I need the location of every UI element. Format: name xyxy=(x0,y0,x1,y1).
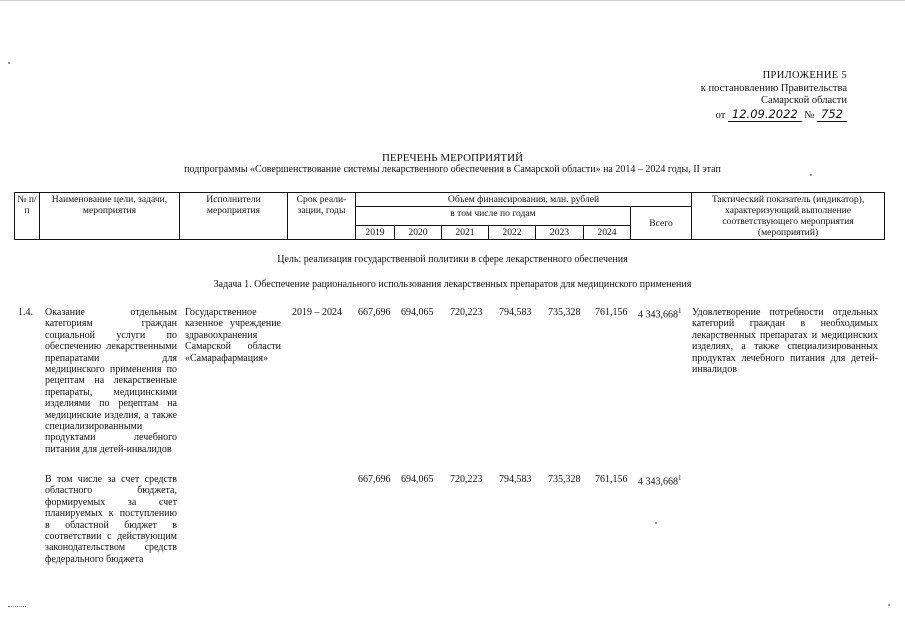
row-2-value-2019: 667,696 xyxy=(358,474,391,485)
scan-speck xyxy=(655,522,657,524)
appendix-title: ПРИЛОЖЕНИЕ 5 xyxy=(762,70,847,81)
row-1-total-value: 4 343,668 xyxy=(638,309,678,321)
document-subtitle: подпрограммы «Совершенствование системы лекарственного обеспечения в Самарской области» на 2014 – 2024 годы, II этап xyxy=(184,164,721,175)
row-1-value-2024: 761,156 xyxy=(595,307,628,318)
header-by-years: в том числе по годам xyxy=(356,207,631,226)
scan-mark xyxy=(8,606,26,607)
appendix-from-label: от xyxy=(715,109,726,121)
scan-speck xyxy=(810,174,812,176)
row-1-value-2020: 694,065 xyxy=(401,307,434,318)
header-year: 2021 xyxy=(442,226,489,240)
header-year: 2020 xyxy=(395,226,442,240)
task-heading: Задача 1. Обеспечение рационального использования лекарственных препаратов для медицинского применения xyxy=(213,279,692,290)
row-2-value-2020: 694,065 xyxy=(401,474,434,485)
row-1-total xyxy=(638,307,682,320)
appendix-line-3: Самарской области xyxy=(761,95,847,106)
row-2-total xyxy=(638,474,682,487)
appendix-date-line xyxy=(647,108,847,123)
header-year: 2023 xyxy=(536,226,584,240)
header-term: Срок реали-зации, годы xyxy=(288,193,356,240)
appendix-block xyxy=(647,70,847,122)
appendix-date: 12.09.2022 xyxy=(728,107,802,122)
header-year: 2022 xyxy=(489,226,536,240)
row-2-total-value: 4 343,668 xyxy=(638,476,678,488)
row-2-value-2021: 720,223 xyxy=(450,474,483,485)
row-1-value-2019: 667,696 xyxy=(358,307,391,318)
appendix-line-2: к постановлению Правительства xyxy=(700,82,847,94)
scan-speck xyxy=(888,604,890,606)
goal-heading: Цель: реализация государственной политики в сфере лекарственного обеспечения xyxy=(277,254,628,265)
header-num: № п/п xyxy=(15,193,40,240)
row-1-executor: Государственное казенное учреждение здравоохранения Самарской области «Самарафармация» xyxy=(185,307,281,364)
header-table xyxy=(14,192,885,240)
header-year: 2019 xyxy=(356,226,395,240)
appendix-number: 752 xyxy=(817,107,847,122)
row-1-value-2021: 720,223 xyxy=(450,307,483,318)
row-2-name: В том числе за счет средств областного бюджета, формируемых за счет планируемых к поступлению в областной бюджет в соответствии с действующим законодательством средств федерального бюджета xyxy=(45,474,177,565)
document-title: ПЕРЕЧЕНЬ МЕРОПРИЯТИЙ xyxy=(381,152,524,164)
row-1-value-2022: 794,583 xyxy=(499,307,532,318)
header-year: 2024 xyxy=(584,226,631,240)
row-1-indicator: Удовлетворение потребности отдельных категорий граждан в необходимых лекарственных препаратах и медицинских изделиях, а также специализированных продуктах лечебного питания для детей-инвалидов xyxy=(692,307,878,376)
row-2-value-2024: 761,156 xyxy=(595,474,628,485)
scan-speck xyxy=(8,62,10,64)
row-2-total-footnote: 1 xyxy=(678,474,682,482)
top-border xyxy=(0,0,905,1)
appendix-number-label: № xyxy=(804,109,815,121)
row-1-value-2023: 735,328 xyxy=(548,307,581,318)
header-indicator: Тактический показатель (индикатор), характеризующий выполнение соответствующего мероприятия (мероприятий) xyxy=(692,193,885,240)
header-total: Всего xyxy=(631,207,692,240)
row-1-term: 2019 – 2024 xyxy=(292,307,342,318)
header-executors: Исполнители мероприятия xyxy=(180,193,288,240)
row-2-value-2023: 735,328 xyxy=(548,474,581,485)
row-1-total-footnote: 1 xyxy=(678,307,682,315)
row-2-value-2022: 794,583 xyxy=(499,474,532,485)
header-funding: Объем финансирования, млн. рублей xyxy=(356,193,692,207)
header-name: Наименование цели, задачи, мероприятия xyxy=(40,193,180,240)
row-1-num: 1.4. xyxy=(18,307,33,318)
row-1-name: Оказание отдельным категориям граждан социальной услуги по обеспечению лекарственными препаратами для медицинского применения по рецептам на лекарственные препараты, медицинскими изделиями по рецептам на медицинские изделия, а также специализированными продуктами лечебного питания для детей-инвалидов xyxy=(45,307,177,455)
